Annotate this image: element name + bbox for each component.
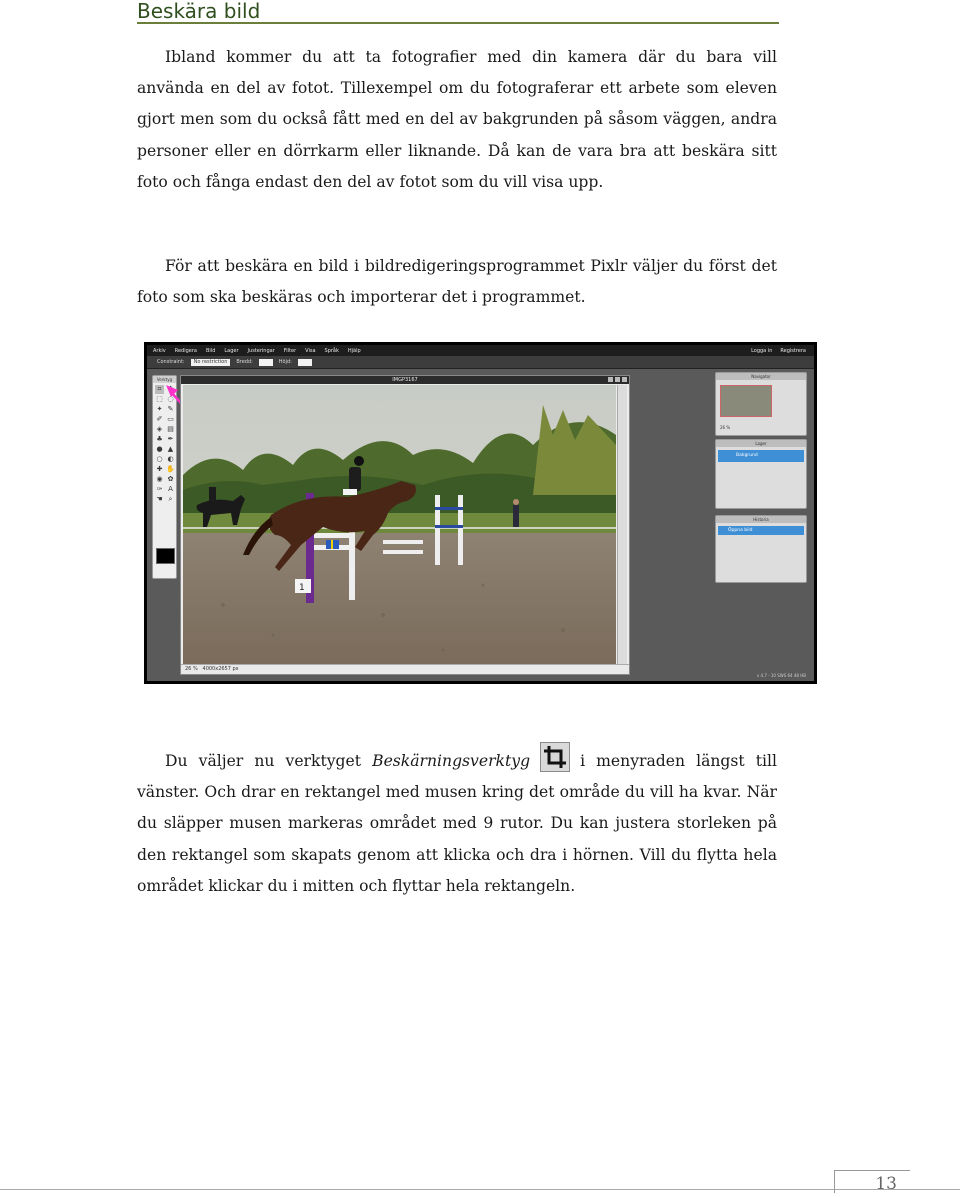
navigator-title: Navigator xyxy=(716,373,806,380)
zoom-unit: % xyxy=(192,666,198,672)
menu-item-bild[interactable]: Bild xyxy=(206,347,216,354)
crop-paragraph xyxy=(137,742,777,902)
crop-text-after: i menyraden längst till vänster. Och drar en rektangel med musen kring det område du vill ha kvar. När du släpper musen markeras området med 9 rutor. Du kan justera storleken på den rektangel som skapats genom att klicka och dra i hörnen. Vill du flytta hela området klickar du i mitten och flyttar hela rektangeln. xyxy=(137,752,777,895)
text-tool-icon[interactable]: A xyxy=(168,485,173,493)
zoom-value[interactable]: 26 xyxy=(185,666,192,672)
width-input[interactable]: ​ xyxy=(259,359,273,366)
picker-tool-icon[interactable]: ✑ xyxy=(156,485,163,493)
menu-item-sprak[interactable]: Språk xyxy=(324,347,339,354)
marquee-tool-icon[interactable]: ⬚ xyxy=(156,395,163,403)
vertical-scrollbar[interactable] xyxy=(617,385,627,664)
eyedropper-tool-icon[interactable]: ✒ xyxy=(167,435,174,443)
eraser-tool-icon[interactable]: ▭ xyxy=(167,415,174,423)
minimize-icon[interactable] xyxy=(608,377,613,382)
heal-tool-icon[interactable]: ✚ xyxy=(156,465,163,473)
image-size: 4000x2657 px xyxy=(202,666,239,672)
color-swatch[interactable] xyxy=(156,548,175,564)
height-input[interactable]: ​ xyxy=(298,359,312,366)
maximize-icon[interactable] xyxy=(615,377,620,382)
options-bar xyxy=(147,356,814,369)
height-label: Höjd: xyxy=(278,359,292,365)
navigator-thumbnail[interactable] xyxy=(720,385,772,417)
history-panel xyxy=(715,515,807,583)
svg-text:1: 1 xyxy=(299,583,305,593)
constraint-label: Constraint: xyxy=(157,359,185,365)
import-text: För att beskära en bild i bildredigeringsprogrammet Pixlr väljer du först det foto som ska beskäras och importerar det i programmet. xyxy=(137,257,777,307)
menu-item-visa[interactable]: Visa xyxy=(305,347,316,354)
intro-text: Ibland kommer du att ta fotografier med din kamera där du bara vill använda en del av fotot. Tillexempel om du fotograferar ett arbete som eleven gjort men som du också fått med en del av bakgrunden på såsom väggen, andra personer eller en dörrkarm eller liknande. Då kan de vara bra att beskära sitt foto och fånga endast den del av fotot som du vill visa upp. xyxy=(137,48,777,191)
constraint-select[interactable]: No restriction xyxy=(191,359,231,366)
crop-icon xyxy=(540,742,570,772)
menu-bar xyxy=(147,345,814,356)
sponge-tool-icon[interactable]: ○ xyxy=(156,455,163,463)
layers-panel xyxy=(715,439,807,509)
pixlr-app xyxy=(147,345,814,681)
redeye-tool-icon[interactable]: ◉ xyxy=(156,475,163,483)
pixlr-screenshot xyxy=(144,342,817,684)
pencil-tool-icon[interactable]: ✎ xyxy=(167,405,174,413)
bucket-tool-icon[interactable]: ◈ xyxy=(156,425,163,433)
crop-tool-icon[interactable]: ⌗ xyxy=(155,385,164,394)
hand-tool-icon[interactable]: ☚ xyxy=(156,495,163,503)
menu-item-redigera[interactable]: Redigera xyxy=(174,347,197,354)
navigator-zoom-unit: % xyxy=(726,425,731,430)
drop-tool-icon[interactable]: ● xyxy=(156,445,163,453)
zoom-tool-icon[interactable]: ⌕ xyxy=(168,495,173,503)
page-number: 13 xyxy=(834,1170,910,1193)
history-title: Historia xyxy=(716,516,806,523)
photo-illustration xyxy=(183,385,616,664)
tools-title: Verktyg xyxy=(153,376,176,383)
menu-item-arkiv[interactable]: Arkiv xyxy=(153,347,166,354)
width-label: Bredd: xyxy=(236,359,253,365)
footer-rule xyxy=(0,1189,960,1190)
intro-paragraph xyxy=(137,42,777,198)
menu-item-filter[interactable]: Filter xyxy=(283,347,297,354)
document-title: IMGP3167 xyxy=(392,377,418,383)
login-link[interactable]: Logga in xyxy=(751,347,773,354)
crop-text-before: Du väljer nu verktyget xyxy=(165,752,362,770)
menu-item-justeringar[interactable]: Justeringar xyxy=(247,347,275,354)
stamp-tool-icon[interactable]: ♣ xyxy=(156,435,163,443)
brush-tool-icon[interactable]: ✐ xyxy=(156,415,163,423)
navigator-panel xyxy=(715,372,807,436)
gradient-tool-icon[interactable]: ▤ xyxy=(167,425,174,433)
status-bar xyxy=(181,664,629,674)
wand-tool-icon[interactable]: ✦ xyxy=(156,405,163,413)
menu-item-hjalp[interactable]: Hjälp xyxy=(347,347,361,354)
crop-tool-name: Beskärningsverktyg xyxy=(372,752,531,770)
app-version: v 4.7 - 10 SWS 64 48 HB xyxy=(756,673,806,678)
bloat-tool-icon[interactable]: ✿ xyxy=(167,475,174,483)
layer-row[interactable]: Bakgrund xyxy=(718,450,804,462)
image-window xyxy=(180,375,630,675)
layers-title: Lager xyxy=(716,440,806,447)
burn-tool-icon[interactable]: ◐ xyxy=(167,455,174,463)
horse-jumping-photo[interactable] xyxy=(183,385,616,664)
navigator-zoom-value: 26 xyxy=(720,425,726,430)
navigator-zoom[interactable] xyxy=(720,425,790,431)
section-heading: Beskära bild xyxy=(137,0,779,24)
menu-item-lager[interactable]: Lager xyxy=(224,347,239,354)
sharpen-tool-icon[interactable]: ▲ xyxy=(167,445,174,453)
register-link[interactable]: Registrera xyxy=(780,347,806,354)
lasso-tool-icon[interactable]: ◌ xyxy=(167,395,174,403)
import-paragraph xyxy=(137,251,777,313)
close-icon[interactable] xyxy=(622,377,627,382)
smudge-tool-icon[interactable]: ✋ xyxy=(166,465,175,473)
history-item[interactable]: Öppna bild xyxy=(718,526,804,535)
